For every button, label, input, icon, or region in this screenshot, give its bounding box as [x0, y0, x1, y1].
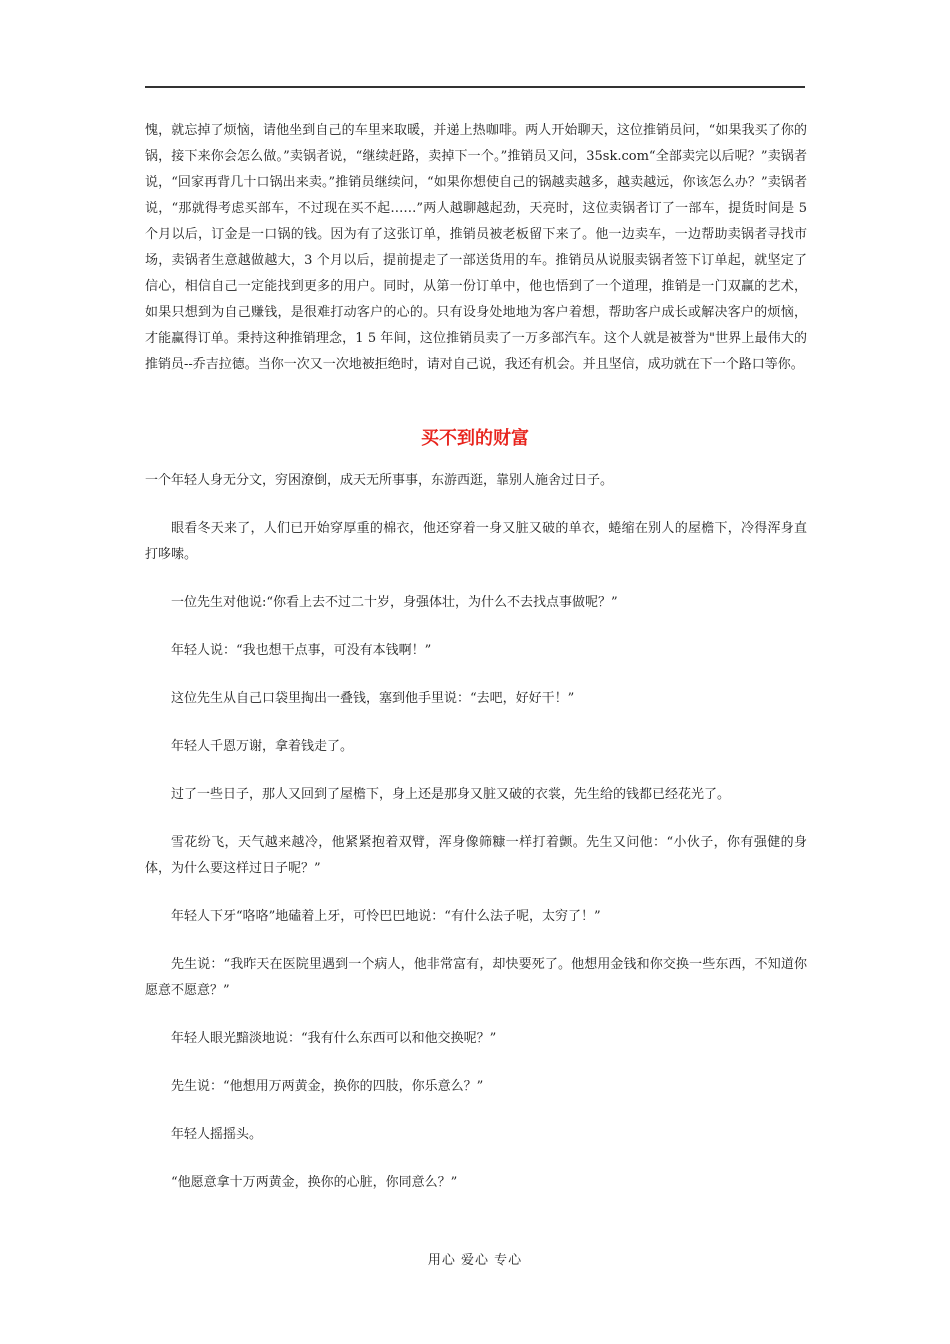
story-paragraph: 先生说：“他想用万两黄金，换你的四肢，你乐意么？”	[171, 1079, 484, 1094]
intro-paragraph: 愧，就忘掉了烦恼，请他坐到自己的车里来取暖，并递上热咖啡。两人开始聊天，这位推销员问，“如果我买了你的锅，接下来你会怎么做。”卖锅者说，“继续赶路，卖掉下一个。”推销员又问，35sk.com“全部卖完以后呢？”卖锅者说，“回家再背几十口锅出来卖。”推销员继续问，“如果你想使自己的锅越卖越多，越卖越远，你该怎么办？”卖锅者说，“那就得考虑买部车，不过现在买不起……”两人越聊越起劲，天亮时，这位卖锅者订了一部车，提货时间是 5 个月以后，订金是一口锅的钱。因为有了这张订单，推销员被老板留下来了。他一边卖车，一边帮助卖锅者寻找市场，卖锅者生意越做越大，3 个月以后，提前提走了一部送货用的车。推销员从说服卖锅者签下订单起，就坚定了信心，相信自己一定能找到更多的用户。同时，从第一份订单中，他也悟到了一个道理，推销是一门双赢的艺术，如果只想到为自己赚钱，是很难打动客户的心的。只有设身处地地为客户着想，帮助客户成长或解决客户的烦恼，才能赢得订单。秉持这种推销理念，1 5 年间，这位推销员卖了一万多部汽车。这个人就是被誉为"世界上最伟大的推销员--乔吉拉德。当你一次又一次地被拒绝时，请对自己说，我还有机会。并且坚信，成功就在下一个路口等你。	[145, 123, 807, 372]
story-paragraph: 先生说：“我昨天在医院里遇到一个病人，他非常富有，却快要死了。他想用金钱和你交换一些东西，不知道你愿意不愿意？”	[145, 957, 807, 998]
story-paragraph: 一位先生对他说:“你看上去不过二十岁，身强体壮，为什么不去找点事做呢？”	[171, 595, 618, 610]
header-rule	[145, 86, 805, 88]
story-body	[145, 468, 807, 1218]
page-footer: 用心 爱心 专心	[427, 1253, 523, 1268]
story-paragraph: 年轻人眼光黯淡地说：“我有什么东西可以和他交换呢？”	[171, 1031, 497, 1046]
story-paragraph: 眼看冬天来了，人们已开始穿厚重的棉衣，他还穿着一身又脏又破的单衣，蜷缩在别人的屋檐下，冷得浑身直打哆嗦。	[145, 521, 807, 562]
story-paragraph: 年轻人摇摇头。	[171, 1127, 263, 1142]
section-title: 买不到的财富	[421, 428, 529, 449]
story-paragraph: 过了一些日子，那人又回到了屋檐下，身上还是那身又脏又破的衣裳，先生给的钱都已经花光了。	[171, 787, 731, 802]
story-paragraph: 这位先生从自己口袋里掏出一叠钱，塞到他手里说：“去吧，好好干！”	[171, 691, 575, 706]
story-paragraph: 年轻人说：“我也想干点事，可没有本钱啊！”	[171, 643, 432, 658]
story-paragraph: 年轻人千恩万谢，拿着钱走了。	[171, 739, 354, 754]
story-paragraph: 年轻人下牙“咯咯”地磕着上牙，可怜巴巴地说：“有什么法子呢，太穷了！”	[171, 909, 601, 924]
story-paragraph: 雪花纷飞，天气越来越冷，他紧紧抱着双臂，浑身像筛糠一样打着颤。先生又问他：“小伙子，你有强健的身体，为什么要这样过日子呢？”	[145, 835, 807, 876]
story-paragraph: 一个年轻人身无分文，穷困潦倒，成天无所事事，东游西逛，靠别人施舍过日子。	[145, 473, 614, 488]
story-paragraph: “他愿意拿十万两黄金，换你的心脏，你同意么？”	[171, 1175, 458, 1190]
